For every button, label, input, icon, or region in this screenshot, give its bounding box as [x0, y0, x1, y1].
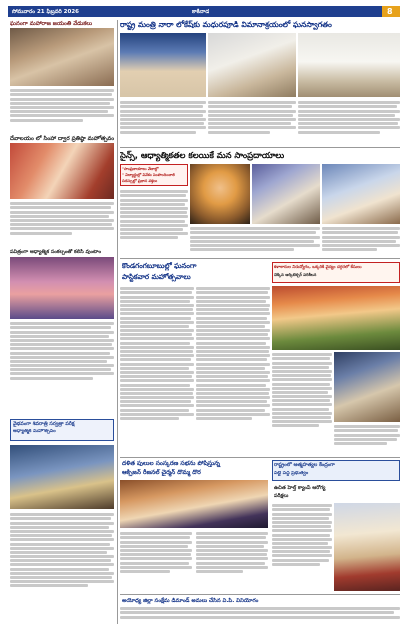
kicker-line: "సాంప్రదాయాలు వేదాల్లో	[122, 166, 159, 171]
article-body	[120, 100, 206, 144]
article-photo	[252, 164, 320, 224]
article-photo	[120, 480, 268, 528]
section-divider	[120, 457, 400, 458]
article-body	[10, 88, 114, 132]
section-divider	[120, 147, 400, 148]
article-body	[190, 226, 320, 256]
article-headline: కళాకారుల నిరుద్యోగం, ఒక్కరికి వైద్యం దగ్గరలో కేసులు	[274, 264, 362, 269]
article-photo	[334, 503, 400, 591]
article-photo	[208, 33, 296, 97]
article-headline: ఆక్సిజన్ రీజనల్ చైర్మన్ దొమ్మ దొర	[122, 469, 201, 476]
article-body	[298, 100, 400, 144]
kicker-line: సదస్సుల్లో ప్రధాన వక్తలు	[122, 178, 158, 183]
article-headline: వైభవంగా శివరాత్రి సర్వత్రా పరీక్ష	[13, 421, 75, 427]
article-body	[272, 503, 332, 591]
article-headline: అయోధ్య జిల్లా సంక్షేమ డిమాండ్ అమలు చేసిన వి.పి. వినియోగం	[122, 598, 259, 604]
article-headline: పవిత్రంగా ఆధ్యాత్మిక సంకల్పంతో కలిసి వుంటాం	[10, 249, 101, 255]
article-body	[272, 352, 332, 452]
kicker-line: " విద్యార్థుల్లో వివేకం పెంపొందించాలి	[122, 172, 176, 177]
article-body	[120, 531, 192, 591]
article-body	[10, 512, 114, 624]
article-subheadline: పరీక్షలు	[274, 493, 289, 499]
article-headline: కొండగంగబూబుల్లో ఘనంగా	[122, 262, 197, 270]
article-headline: ఘనంగా మహారాజ జయంతి వేడుకలు	[10, 21, 93, 27]
column-divider	[117, 20, 118, 624]
article-body	[120, 189, 188, 255]
article-headline: దళిత పులుల సంస్కరణ సభను పోషిస్తున్న	[122, 460, 221, 467]
article-body	[196, 531, 268, 591]
article-headline: ఉచిత హెల్త్ క్యాంప్ ఆరోగ్య	[274, 485, 326, 491]
article-body	[10, 201, 114, 247]
article-photo	[10, 257, 114, 319]
article-photo	[322, 164, 400, 224]
article-photo	[10, 143, 114, 199]
article-body	[120, 286, 194, 454]
lead-headline: రాష్ట్ర మంత్రి నారా లోకేష్‌కు మధురపూడి విమానాశ్రయంలో ఘనస్వాగతం	[120, 20, 332, 29]
article-body	[10, 321, 114, 416]
article-subheadline: ఆధ్యాత్మిక మహోత్సవం	[13, 429, 56, 434]
article-body	[208, 100, 296, 144]
article-photo	[120, 33, 206, 97]
article-photo	[10, 445, 114, 509]
article-body	[334, 424, 400, 452]
article-body	[322, 226, 400, 256]
article-body	[196, 286, 270, 454]
page-number: 8	[387, 6, 393, 16]
article-photo	[272, 286, 400, 350]
date-line: సోమవారం 21 ఫిబ్రవరి 2026	[12, 8, 79, 15]
article-body	[120, 606, 400, 624]
article-photo	[334, 352, 400, 422]
article-headline: పాస్టికవార మహోత్సవాలు	[122, 273, 191, 281]
section-divider	[120, 258, 400, 259]
article-subheadline: చెక్కిన ఆర్కిటెక్చర్ పరిశీలన	[274, 272, 317, 277]
article-subheadline: పెట్టి పెద్ద ప్రభుత్వం	[274, 471, 309, 476]
edition-name: కాకినాడ	[192, 8, 210, 15]
article-headline: రాష్ట్రంలో ఆత్మహత్యల కేంద్రంగా	[274, 462, 335, 468]
article-photo	[10, 28, 114, 86]
article-headline: దేవాలయం లో సింహా ద్వార ప్రతిష్ఠా మహోత్సవం	[10, 136, 114, 142]
lead-headline: సైన్స్, ఆధ్యాత్మికతల కలయికే మన సాంప్రదాయాలు	[120, 150, 285, 160]
article-photo	[190, 164, 250, 224]
article-photo	[298, 33, 400, 97]
section-divider	[120, 594, 400, 595]
